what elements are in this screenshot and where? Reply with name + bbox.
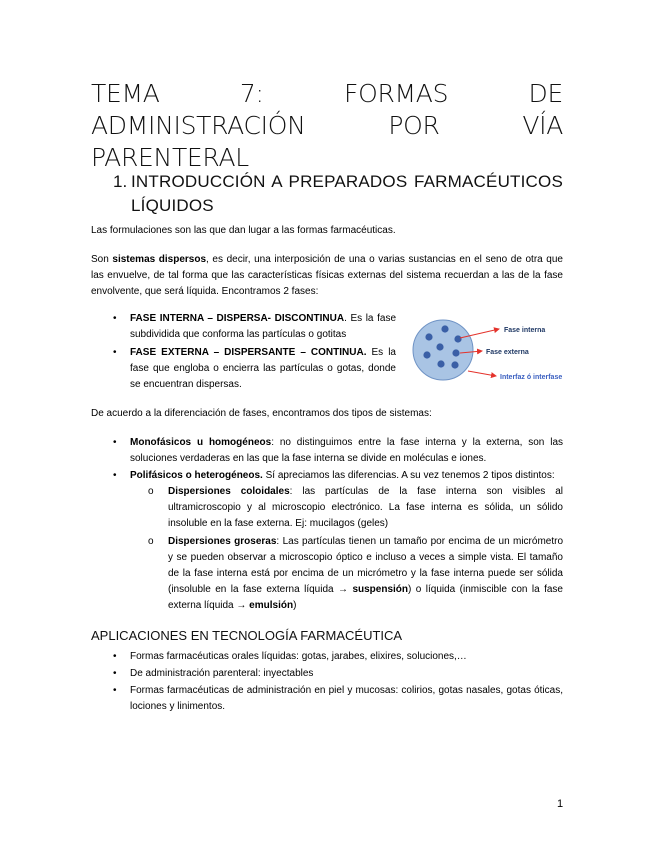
section-title: INTRODUCCIÓN A PREPARADOS FARMACÉUTICOS LÍQUIDOS — [131, 172, 563, 215]
particle-dot — [423, 351, 430, 358]
term-sistemas-dispersos: sistemas dispersos — [112, 254, 207, 265]
list-item-coarse: Dispersiones groseras: Las partículas tienen un tamaño por encima de un micrómetro y se pueden observar a microscopio óptico e incluso a veces a simple vista. El tamaño de la fase interna está por encima de un micrómetro y la fase interna puede ser sólida (insoluble en la fase externa líquida → suspensión) o líquida (inmiscible con la fase externa líquida → emulsión) — [168, 536, 564, 611]
paragraph-dispersed-systems: Son sistemas dispersos, es decir, una interposición de una o varias sustancias en el seno de otra que las envuelve, de tal forma que las características físicas externas del sistema recuerdan a las de la fase envolvente, que será líquida. Encontramos 2 fases: — [91, 254, 563, 297]
section-number: 1. — [113, 172, 128, 191]
list-item-colloidal: Dispersiones coloidales: las partículas de la fase interna son visibles al ultramicroscopio y al microscopio electrónico. La fase interna es sólida, un sólido insoluble en la fase externa. Ej: mucilagos (geles) — [168, 486, 563, 529]
sub-bullet-icon: o — [148, 536, 154, 547]
bullet-icon: • — [113, 347, 117, 358]
bullet-icon: • — [113, 685, 117, 696]
particle-dot — [425, 333, 432, 340]
bullet-icon: • — [113, 651, 117, 662]
page-number: 1 — [557, 798, 564, 810]
particle-dot — [437, 360, 444, 367]
paragraph-intro: Las formulaciones son las que dan lugar a las formas farmacéuticas. — [91, 225, 396, 236]
section-heading-2: APLICACIONES EN TECNOLOGÍA FARMACÉUTICA — [91, 628, 403, 643]
list-item-phase-external: FASE EXTERNA – DISPERSANTE – CONTINUA. Es la fase que engloba o encierra las partículas o gotas, donde se encuentran dispersas. — [130, 347, 396, 390]
arrow-interface — [468, 371, 496, 376]
list-item-phase-internal: FASE INTERNA – DISPERSA- DISCONTINUA. Es la fase subdividida que conforma las partículas o gotitas — [130, 313, 397, 340]
bullet-icon: • — [113, 668, 117, 679]
label-fase-interna: Fase interna — [504, 327, 546, 334]
sub-bullet-icon: o — [148, 486, 154, 497]
label-fase-externa: Fase externa — [486, 349, 529, 356]
bullet-icon: • — [113, 313, 117, 324]
list-item-app-skin: Formas farmacéuticas de administración en piel y mucosas: colirios, gotas nasales, gotas óticas, lociones y linimentos. — [130, 685, 563, 712]
particle-dot — [452, 349, 459, 356]
particle-dot — [441, 325, 448, 332]
list-item-monophasic: Monofásicos u homogéneos: no distinguimos entre la fase interna y la externa, son las soluciones verdaderas en las que la fase interna se divide en moléculas e iones. — [130, 437, 564, 464]
particle-dot — [454, 335, 461, 342]
particle-dot — [436, 343, 443, 350]
paragraph-system-types: De acuerdo a la diferenciación de fases, encontramos dos tipos de sistemas: — [91, 408, 432, 419]
label-interfaz: Interfaz ó interfase — [500, 374, 563, 381]
bullet-icon: • — [113, 470, 117, 481]
particle-dot — [451, 361, 458, 368]
list-item-app-oral: Formas farmacéuticas orales líquidas: gotas, jarabes, elixires, soluciones,… — [130, 651, 467, 662]
dispersion-diagram — [410, 315, 570, 387]
list-item-polyphasic: Polifásicos o heterogéneos. Sí apreciamos las diferencias. A su vez tenemos 2 tipos distintos: — [130, 470, 555, 481]
list-item-app-parenteral: De administración parenteral: inyectables — [130, 668, 314, 679]
bullet-icon: • — [113, 437, 117, 448]
page-title: TEMA 7: FORMAS DE ADMINISTRACIÓN POR VÍA PARENTERAL — [91, 79, 563, 172]
